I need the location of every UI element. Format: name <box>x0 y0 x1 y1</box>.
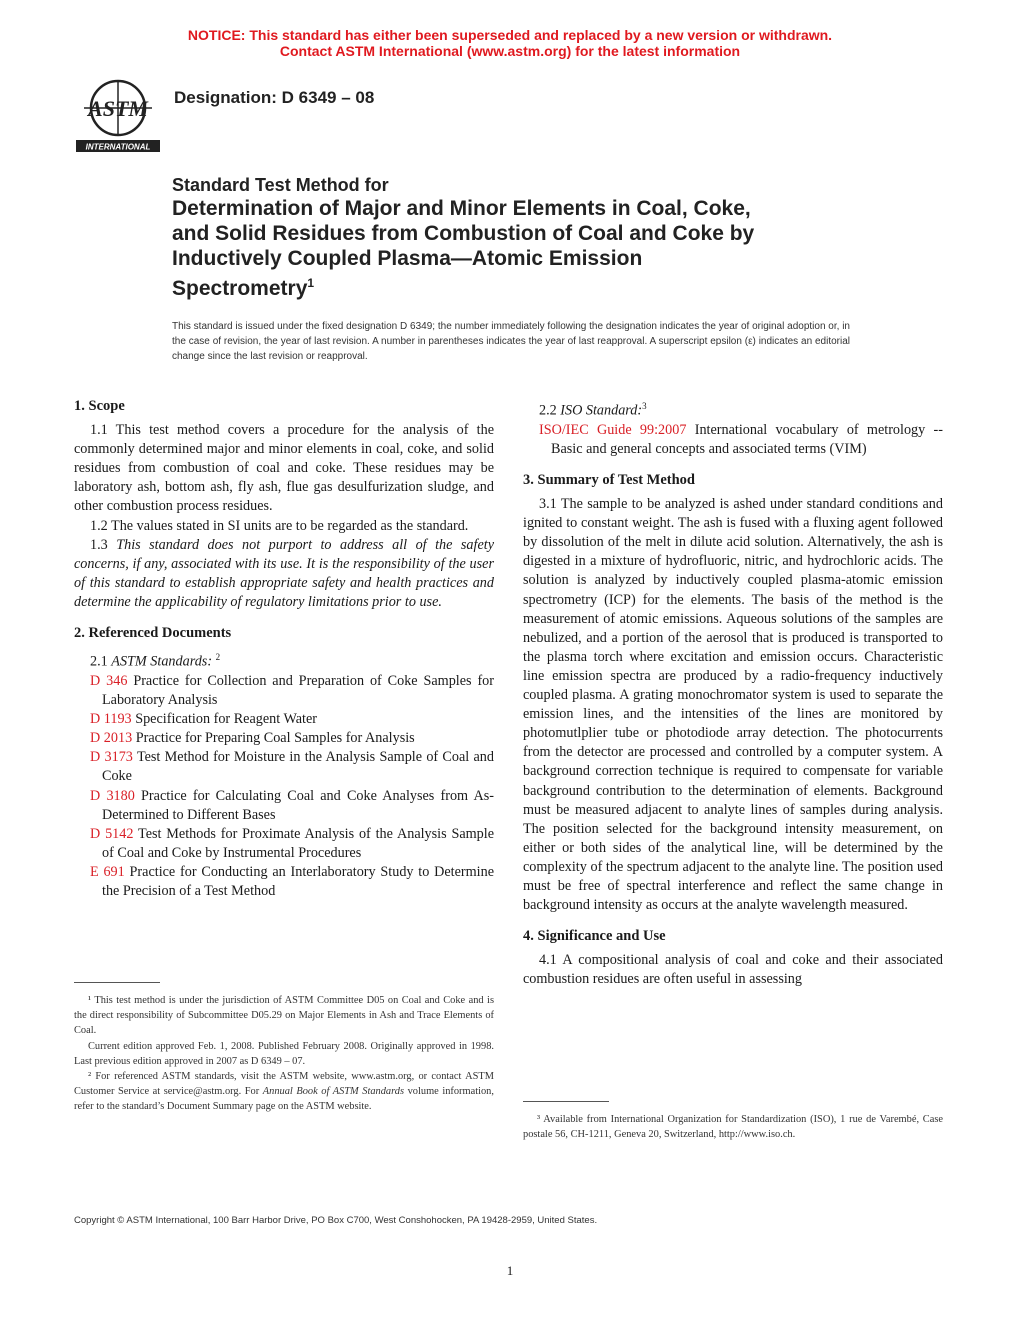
reference-title: Practice for Conducting an Interlaboratory Study to Determine the Precision of a Test Method <box>102 863 495 899</box>
section-4-heading: 4. Significance and Use <box>523 928 666 945</box>
reference-item <box>90 672 494 710</box>
section-1-heading: 1. Scope <box>74 398 125 414</box>
title-footnote-ref[interactable]: 1 <box>307 276 315 290</box>
footnote-1b: Current edition approved Feb. 1, 2008. Published February 2008. Originally approved in 1998. Last previous edition approved in 2007 as D 6349 – 07. <box>74 1040 494 1067</box>
section-3-1: 3.1 The sample to be analyzed is ashed under standard conditions and ignited to constant weight. The ash is fused with a fluxing agent followed by dissolution of the melt in dilute acid solution. Alternatively, the ash is digested in a mixture of hydrofluoric, nitric, and hydrochloric acids. The solution is analyzed by inductively coupled plasma-atomic emission spectrometry (ICP) for the elements. The basis of the method is the measurement of atomic emissions. Aqueous solutions of the samples are nebulized, and a portion of the aerosol that is produced is transported to the plasma torch where excitation and emission occurs. Characteristic line emission spectra are produced by a radio-frequency inductively coupled plasma. A grating monochromator system is used to separate the emission lines, and the intensities of the lines are monitored by photomutlplier tube or photodiode array detection. The photocurrents from the detector are processed and controlled by a computer system. A background correction technique is required to compensate for variable background contribution to the determination of elements. Background must be measured adjacent to analyte lines of samples during analysis. The position selected for the background intensity measurement, on either or both sides of the analytical line, will be determined by the complexity of the spectrum adjacent to the analyte line. The position used must be free of spectral interference and reflect the same change in background intensity as occurs at the analyte wavelength measured. <box>523 496 943 914</box>
reference-title: Test Methods for Proximate Analysis of the Analysis Sample of Coal and Coke by Instrumental Procedures <box>102 825 495 861</box>
notice-line-2: Contact ASTM International (www.astm.org) for the latest information <box>279 43 741 59</box>
reference-code-link[interactable]: D 5142 <box>90 825 134 842</box>
issue-note: This standard is issued under the fixed designation D 6349; the number immediately following the designation indicates the year of original adoption or, in the case of revision, the year of last revision. A number in parentheses indicates the year of last reapproval. A superscript epsilon (ε) indicates an editorial change since the last revision or reapproval. <box>172 321 850 362</box>
reference-title: Practice for Calculating Coal and Coke Analyses from As-Determined to Different Bases <box>102 787 495 823</box>
right-footnotes <box>523 1112 943 1142</box>
logo-letters: ASTM <box>88 96 148 121</box>
document-title <box>172 174 872 301</box>
notice-line-1: NOTICE: This standard has either been superseded and replaced by a new version or withdrawn. <box>187 27 833 43</box>
reference-item <box>90 787 494 825</box>
title-line-3: Inductively Coupled Plasma—Atomic Emission <box>172 247 643 270</box>
footnote-divider-right <box>523 1101 609 1102</box>
reference-code-link[interactable]: D 2013 <box>90 730 133 747</box>
reference-title: Specification for Reagent Water <box>135 711 317 728</box>
reference-item <box>90 825 494 863</box>
footnote-divider <box>74 982 160 983</box>
footnote-3: ³ Available from International Organization for Standardization (ISO), 1 rue de Varembé, Case postale 56, CH-1211, Geneva 20, Switzerland, http://www.iso.ch. <box>523 1114 943 1141</box>
copyright: Copyright © ASTM International, 100 Barr Harbor Drive, PO Box C700, West Conshohocken, PA 19428-2959, United States. <box>74 1215 598 1226</box>
logo-subtext: INTERNATIONAL <box>85 142 151 152</box>
reference-code-link[interactable]: D 1193 <box>90 711 132 728</box>
reference-code-link[interactable]: D 346 <box>90 672 128 689</box>
section-1-3: 1.3 This standard does not purport to address all of the safety concerns, if any, associated with its use. It is the responsibility of the user of this standard to establish appropriate safety and health practices and determine the applicability of regulatory limitations prior to use. <box>74 536 494 610</box>
reference-item <box>90 863 494 901</box>
title-line-1: Determination of Major and Minor Elements in Coal, Coke, <box>172 197 751 220</box>
reference-item <box>90 710 494 729</box>
right-column <box>523 397 943 989</box>
section-2-heading: 2. Referenced Documents <box>74 625 232 642</box>
reference-item <box>90 748 494 786</box>
reference-list <box>74 672 494 901</box>
reference-code-link[interactable]: E 691 <box>90 863 125 880</box>
iso-guide-link[interactable]: ISO/IEC Guide 99:2007 <box>539 421 687 438</box>
section-3-heading: 3. Summary of Test Method <box>523 472 695 489</box>
section-2-1: 2.1 ASTM Standards: $^2$ <box>90 652 221 670</box>
left-footnotes <box>74 993 494 1115</box>
section-1-1: 1.1 This test method covers a procedure for the analysis of the commonly determined major and minor elements in coal, coke, and solid residues from combustion of coal and coke. These residues may be laboratory ash, bottom ash, fly ash, flue gas desulfurization sludge, and other combustion process residues. <box>74 422 494 515</box>
title-line-4: Spectrometry$^1$ <box>172 276 315 300</box>
reference-title: Practice for Preparing Coal Samples for Analysis <box>135 730 415 747</box>
reference-code-link[interactable]: D 3173 <box>90 749 133 766</box>
astm-logo <box>72 74 164 154</box>
section-4-1: 4.1 A compositional analysis of coal and coke and their associated combustion residues are often useful in assessing <box>523 952 943 988</box>
footnote-1: ¹ This test method is under the jurisdiction of ASTM Committee D05 on Coal and Coke and is the direct responsibility of Subcommittee D05.29 on Major Elements in Ash and Trace Elements of Coal. <box>74 995 494 1037</box>
section-2-2: 2.2 ISO Standard:$^3$ <box>539 401 647 419</box>
reference-title: Practice for Collection and Preparation of Coke Samples for Laboratory Analysis <box>102 672 495 709</box>
reference-code-link[interactable]: D 3180 <box>90 787 135 804</box>
title-prefix: Standard Test Method for <box>172 175 389 195</box>
left-column <box>74 397 494 901</box>
iso-reference: ISO/IEC Guide 99:2007 International vocabulary of metrology -- Basic and general concepts and associated terms (VIM) <box>539 421 943 457</box>
reference-item <box>90 729 494 748</box>
designation: Designation: D 6349 – 08 <box>174 88 375 107</box>
footnote-2: ² For referenced ASTM standards, visit the ASTM website, www.astm.org, or contact ASTM Customer Service at service@astm.org. For Annual Book of ASTM Standards volume information, refer to the standard’s Document Summary page on the ASTM website. <box>74 1071 494 1113</box>
title-line-2: and Solid Residues from Combustion of Coal and Coke by <box>172 222 755 245</box>
page-number: 1 <box>506 1263 514 1278</box>
section-1-2: 1.2 The values stated in SI units are to be regarded as the standard. <box>90 517 469 534</box>
reference-title: Test Method for Moisture in the Analysis Sample of Coal and Coke <box>102 749 494 785</box>
